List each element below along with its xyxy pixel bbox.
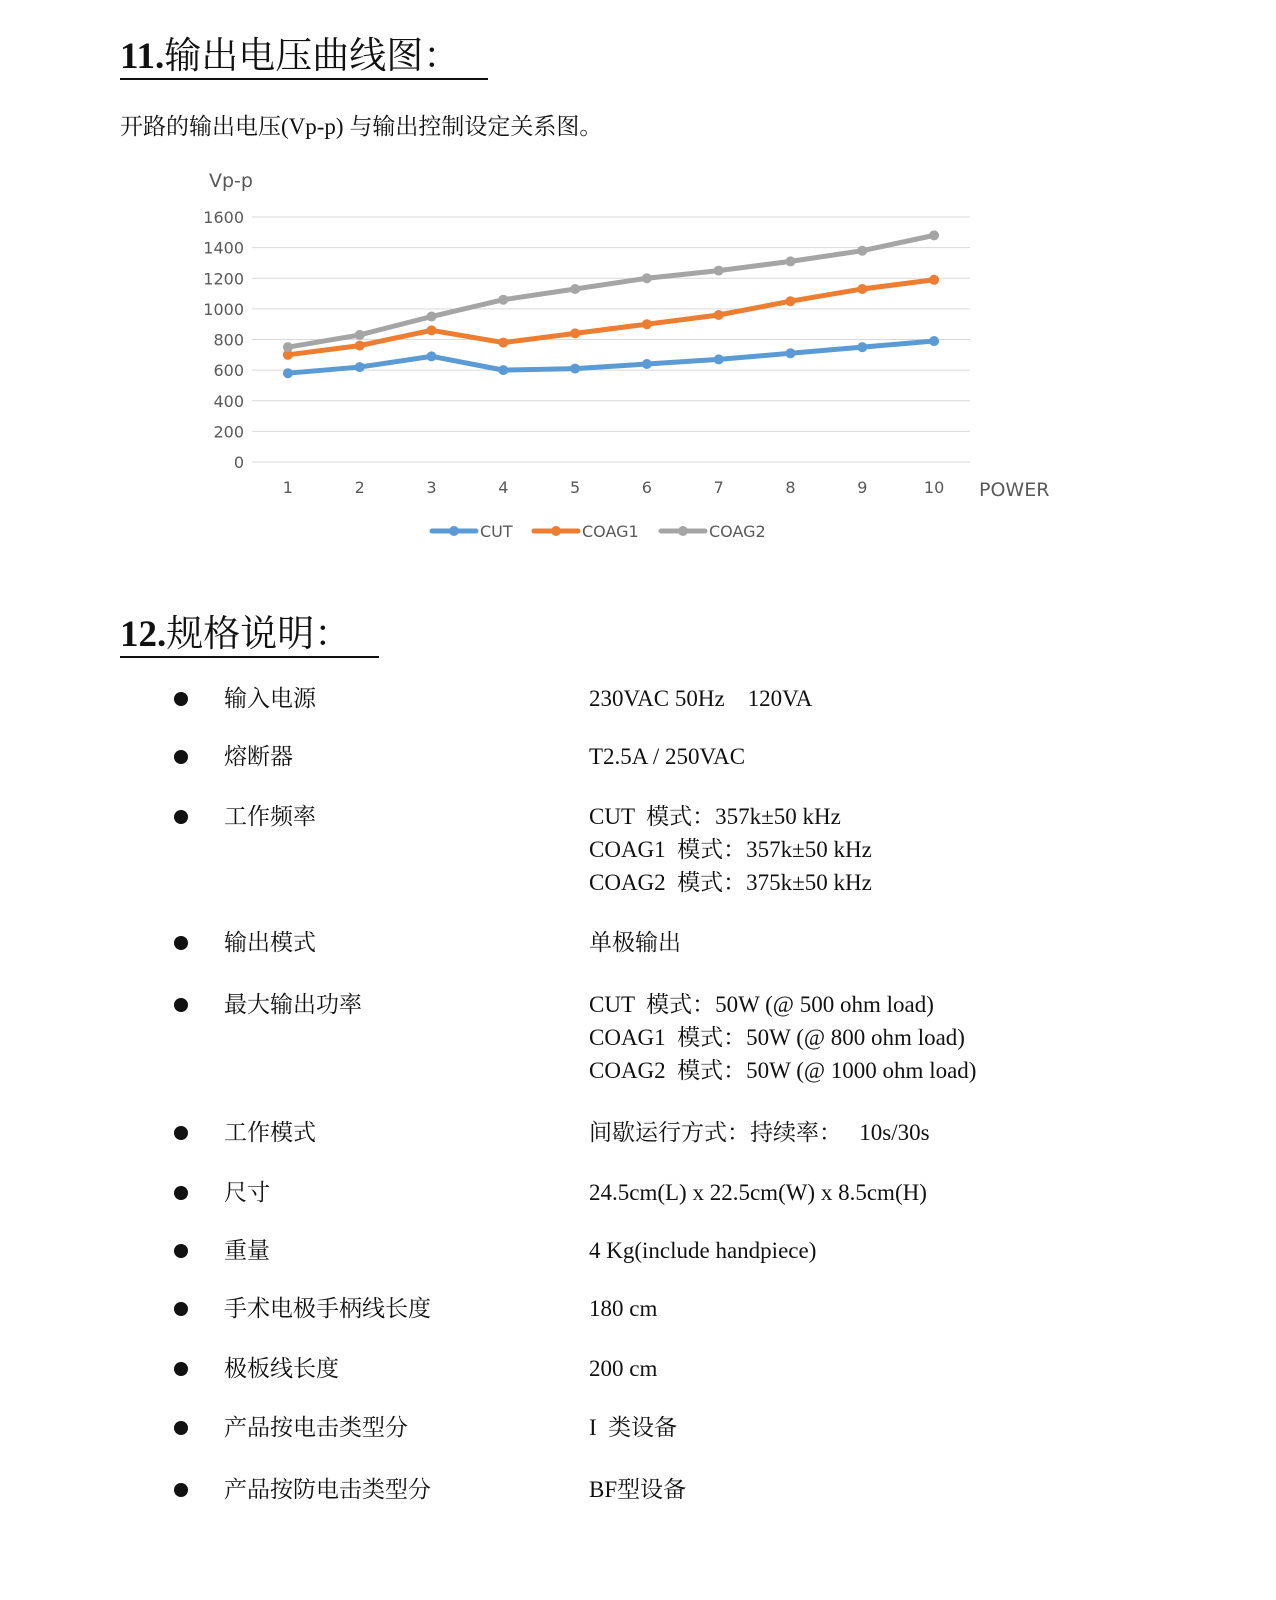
chart-description: 开路的输出电压(Vp-p) 与输出控制设定关系图。 (120, 114, 603, 139)
spec-label: 手术电极手柄线长度 (224, 1296, 431, 1321)
data-point-cut (642, 359, 652, 369)
data-point-coag2 (857, 246, 867, 256)
data-point-coag1 (786, 296, 796, 306)
spec-label: 工作频率 (224, 804, 316, 829)
bullet-icon (174, 1126, 188, 1140)
legend-marker (678, 526, 688, 536)
spec-value (589, 988, 976, 1087)
section-11-title: 输出电压曲线图： (164, 36, 461, 77)
data-point-cut (427, 351, 437, 361)
spec-value-line: T2.5A / 250VAC (589, 744, 746, 769)
bullet-icon (174, 750, 188, 764)
x-tick-label: 1 (282, 478, 293, 497)
data-point-coag2 (355, 330, 365, 340)
data-point-coag1 (355, 341, 365, 351)
bullet-icon (174, 1483, 188, 1497)
section-12-heading (120, 616, 379, 658)
spec-label: 尺寸 (224, 1180, 270, 1205)
legend-label: COAG1 (582, 522, 639, 541)
y-tick-label: 800 (213, 330, 244, 350)
spec-value-line: BF型设备 (589, 1477, 687, 1502)
spec-value-line: CUT 模式：50W (@ 500 ohm load) (589, 992, 934, 1017)
data-point-coag1 (714, 310, 724, 320)
spec-label: 熔断器 (224, 744, 293, 769)
data-point-cut (498, 365, 508, 375)
data-point-coag2 (714, 266, 724, 276)
spec-value-line: 间歇运行方式：持续率： 10s/30s (589, 1120, 930, 1145)
x-tick-label: 8 (785, 478, 796, 497)
y-tick-label: 0 (233, 453, 244, 472)
spec-label: 工作模式 (224, 1120, 316, 1145)
x-tick-label: 5 (570, 478, 581, 497)
section-12-number: 12. (120, 614, 167, 655)
y-tick-label: 1400 (203, 238, 244, 258)
spec-value (589, 1234, 816, 1267)
data-point-coag1 (570, 328, 580, 338)
x-axis-label: POWER (979, 479, 1050, 501)
spec-value (589, 1116, 930, 1149)
spec-value-line: COAG1 模式：50W (@ 800 ohm load) (589, 1025, 965, 1050)
series-line-cut (288, 341, 934, 373)
spec-value-line: 180 cm (589, 1296, 658, 1321)
data-point-cut (786, 348, 796, 358)
spec-value-line: 4 Kg(include handpiece) (589, 1238, 817, 1263)
spec-value (589, 926, 681, 959)
spec-value-line: 200 cm (589, 1356, 658, 1381)
spec-value-line: COAG2 模式：375k±50 kHz (589, 870, 872, 895)
y-tick-label: 1200 (203, 269, 244, 289)
data-point-coag1 (857, 284, 867, 294)
spec-label: 产品按电击类型分 (224, 1415, 408, 1440)
data-point-coag2 (570, 284, 580, 294)
bullet-icon (174, 1186, 188, 1200)
y-tick-label: 600 (213, 361, 244, 381)
legend-label: COAG2 (709, 522, 766, 541)
x-tick-label: 4 (498, 478, 509, 497)
spec-value (589, 682, 812, 715)
spec-label: 产品按防电击类型分 (224, 1477, 431, 1502)
bullet-icon (174, 998, 188, 1012)
data-point-coag2 (929, 230, 939, 240)
spec-label: 输入电源 (224, 686, 316, 711)
section-11-heading (120, 38, 488, 80)
bullet-icon (174, 810, 188, 824)
spec-value (589, 800, 872, 899)
data-point-coag1 (642, 319, 652, 329)
legend-marker (449, 526, 459, 536)
data-point-cut (714, 354, 724, 364)
y-tick-label: 400 (213, 391, 244, 411)
data-point-coag2 (427, 312, 437, 322)
data-point-coag2 (283, 342, 293, 352)
spec-value-line: CUT 模式：357k±50 kHz (589, 804, 841, 829)
spec-value-line: I 类设备 (589, 1415, 678, 1440)
y-tick-label: 200 (213, 422, 244, 442)
data-point-cut (283, 368, 293, 378)
spec-value-line: COAG1 模式：357k±50 kHz (589, 837, 872, 862)
spec-value (589, 1473, 686, 1506)
data-point-cut (929, 336, 939, 346)
x-tick-label: 6 (641, 478, 652, 497)
spec-value-line: 230VAC 50Hz 120VA (589, 686, 813, 711)
output-voltage-chart (190, 160, 1070, 560)
data-point-coag2 (498, 295, 508, 305)
spec-value (589, 1411, 677, 1444)
series-line-coag1 (288, 280, 934, 355)
spec-label: 输出模式 (224, 930, 316, 955)
spec-value (589, 1292, 657, 1325)
data-point-cut (570, 364, 580, 374)
bullet-icon (174, 1421, 188, 1435)
spec-label: 重量 (224, 1238, 270, 1263)
bullet-icon (174, 1362, 188, 1376)
x-tick-label: 9 (857, 478, 868, 497)
y-tick-label: 1600 (203, 208, 244, 227)
data-point-cut (857, 342, 867, 352)
y-tick-label: 1000 (203, 299, 244, 319)
data-point-coag1 (427, 325, 437, 335)
bullet-icon (174, 1302, 188, 1316)
x-tick-label: 3 (426, 478, 437, 497)
legend-label: CUT (480, 522, 513, 541)
spec-value-line: COAG2 模式：50W (@ 1000 ohm load) (589, 1058, 977, 1083)
bullet-icon (174, 692, 188, 706)
section-12-title: 规格说明： (166, 614, 352, 655)
data-point-coag2 (786, 256, 796, 266)
spec-value (589, 740, 745, 773)
legend-marker (551, 526, 561, 536)
x-tick-label: 2 (354, 478, 365, 497)
bullet-icon (174, 1244, 188, 1258)
spec-value (589, 1176, 927, 1209)
data-point-coag2 (642, 273, 652, 283)
section-11-number: 11. (120, 36, 165, 77)
data-point-cut (355, 362, 365, 372)
bullet-icon (174, 936, 188, 950)
spec-value (589, 1352, 657, 1385)
spec-label: 最大输出功率 (224, 992, 362, 1017)
spec-label: 极板线长度 (224, 1356, 339, 1381)
spec-value-line: 单极输出 (589, 930, 681, 955)
data-point-coag1 (498, 338, 508, 348)
y-axis-label: Vp-p (209, 170, 253, 192)
x-tick-label: 7 (713, 478, 724, 497)
spec-value-line: 24.5cm(L) x 22.5cm(W) x 8.5cm(H) (589, 1180, 927, 1205)
x-tick-label: 10 (923, 478, 945, 497)
data-point-coag1 (929, 275, 939, 285)
